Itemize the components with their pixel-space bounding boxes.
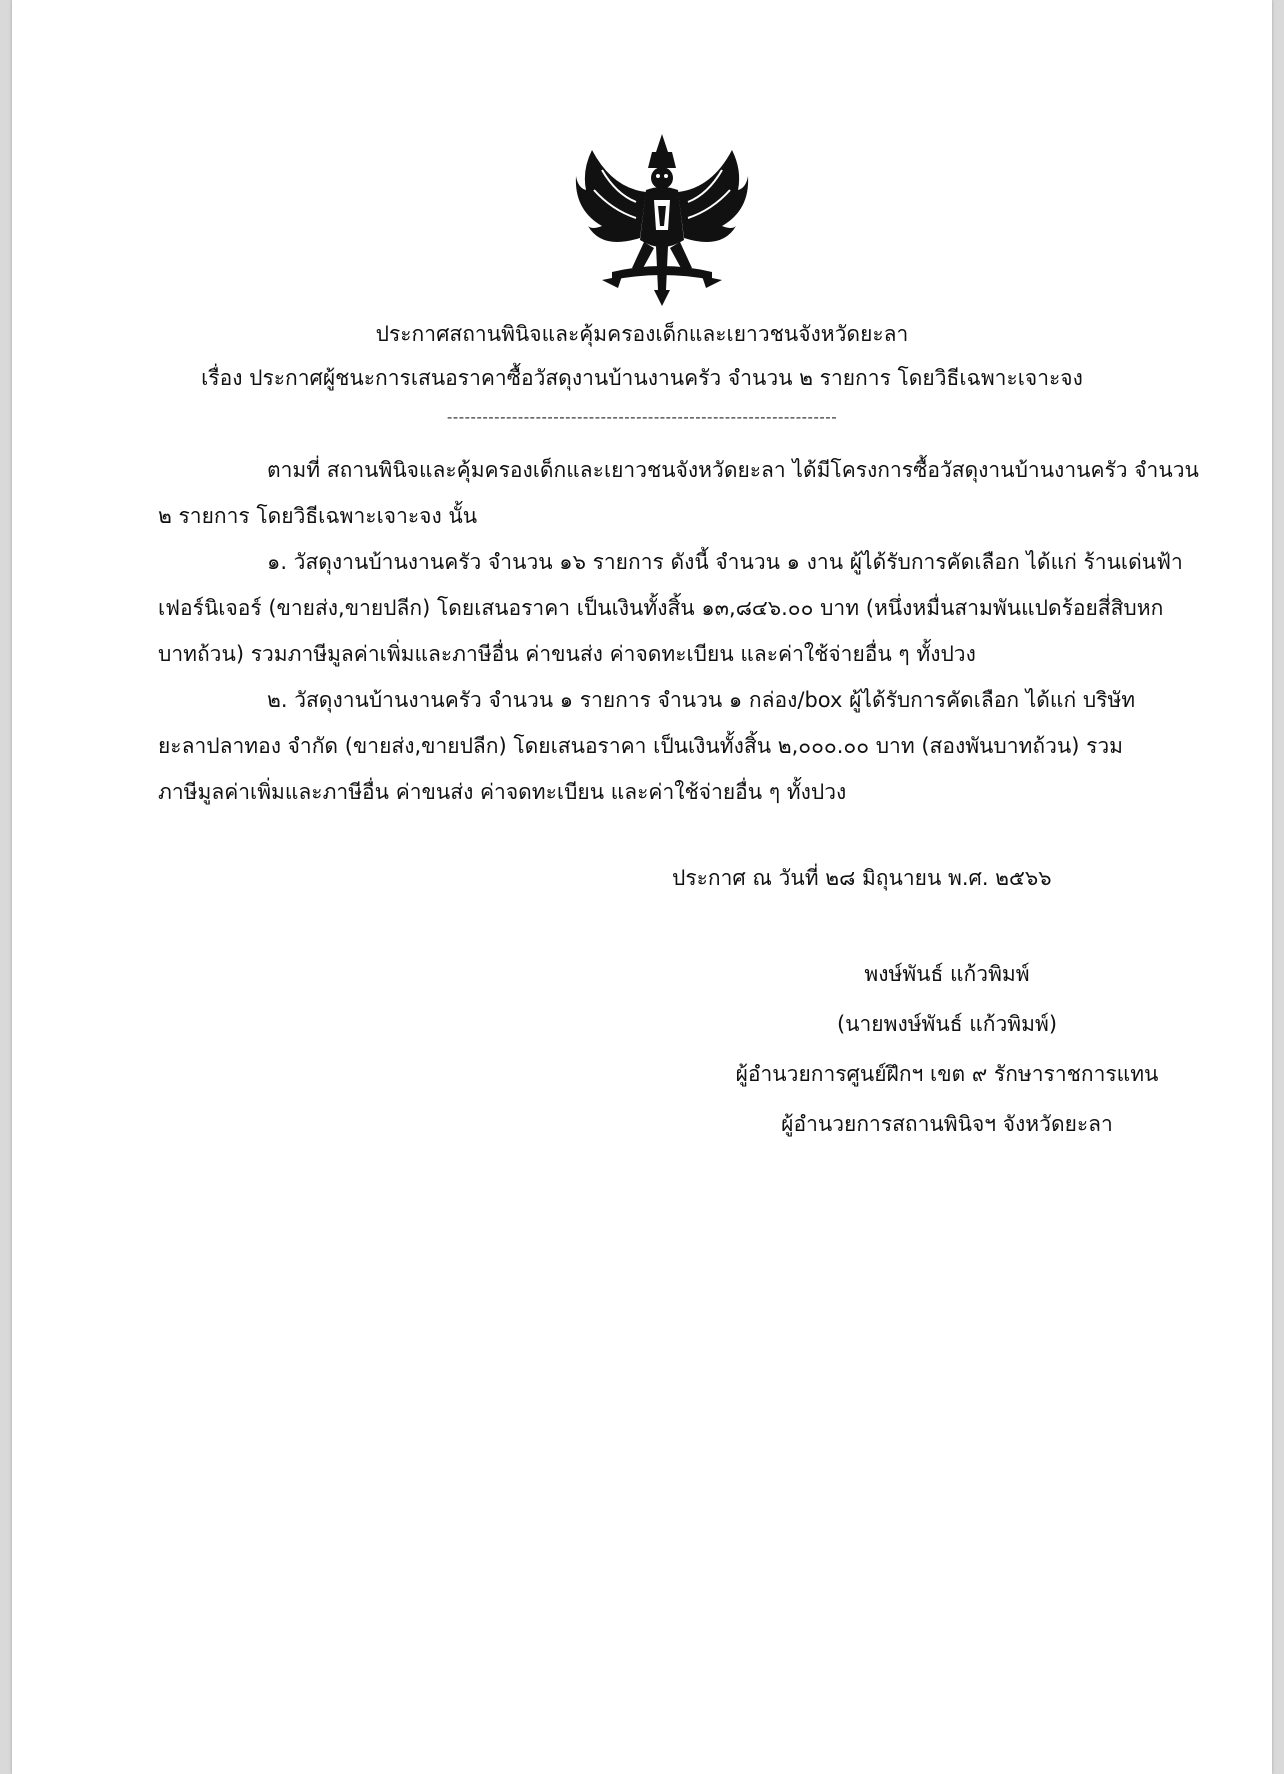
announcement-date: ประกาศ ณ วันที่ ๒๘ มิถุนายน พ.ศ. ๒๕๖๖ <box>672 866 1052 890</box>
announcement-subject: เรื่อง ประกาศผู้ชนะการเสนอราคาซื้อวัสดุงานบ้านงานครัว จำนวน ๒ รายการ โดยวิธีเฉพาะเจาะจง <box>201 366 1083 390</box>
signature: พงษ์พันธ์ แก้วพิมพ์ <box>864 962 1030 986</box>
item1-line-2: เฟอร์นิเจอร์ (ขายส่ง,ขายปลีก) โดยเสนอราคา เป็นเงินทั้งสิ้น ๑๓,๘๔๖.๐๐ บาท (หนึ่งหมื่นสามพันแปดร้อยสี่สิบหก <box>158 596 1164 620</box>
intro-line-2: ๒ รายการ โดยวิธีเฉพาะเจาะจง นั้น <box>158 504 478 528</box>
signatory-position-1: ผู้อำนวยการศูนย์ฝึกฯ เขต ๙ รักษาราชการแทน <box>735 1062 1159 1086</box>
item1-line-3: บาทถ้วน) รวมภาษีมูลค่าเพิ่มและภาษีอื่น ค่าขนส่ง ค่าจดทะเบียน และค่าใช้จ่ายอื่น ๆ ทั้งปวง <box>158 642 976 666</box>
signatory-position-2: ผู้อำนวยการสถานพินิจฯ จังหวัดยะลา <box>781 1112 1113 1136</box>
document-page <box>12 0 1272 1774</box>
item1-line-1: ๑. วัสดุงานบ้านงานครัว จำนวน ๑๖ รายการ ดังนี้ จำนวน ๑ งาน ผู้ได้รับการคัดเลือก ได้แก่ ร้านเด่นฟ้า <box>267 550 1183 574</box>
signatory-full-name: (นายพงษ์พันธ์ แก้วพิมพ์) <box>836 1012 1058 1036</box>
item2-line-2: ยะลาปลาทอง จำกัด (ขายส่ง,ขายปลีก) โดยเสนอราคา เป็นเงินทั้งสิ้น ๒,๐๐๐.๐๐ บาท (สองพันบาทถ้วน) รวม <box>158 734 1124 758</box>
item2-line-3: ภาษีมูลค่าเพิ่มและภาษีอื่น ค่าขนส่ง ค่าจดทะเบียน และค่าใช้จ่ายอื่น ๆ ทั้งปวง <box>158 780 847 804</box>
garuda-emblem-icon <box>572 130 752 310</box>
separator-line: ------------------------------------------------------------------ <box>446 408 838 426</box>
intro-line-1: ตามที่ สถานพินิจและคุ้มครองเด็กและเยาวชนจังหวัดยะลา ได้มีโครงการซื้อวัสดุงานบ้านงานครัว จำนวน <box>267 458 1199 482</box>
announcement-title: ประกาศสถานพินิจและคุ้มครองเด็กและเยาวชนจังหวัดยะลา <box>375 322 909 346</box>
item2-line-1: ๒. วัสดุงานบ้านงานครัว จำนวน ๑ รายการ จำนวน ๑ กล่อง/box ผู้ได้รับการคัดเลือก ได้แก่ บริษัท <box>267 688 1136 712</box>
